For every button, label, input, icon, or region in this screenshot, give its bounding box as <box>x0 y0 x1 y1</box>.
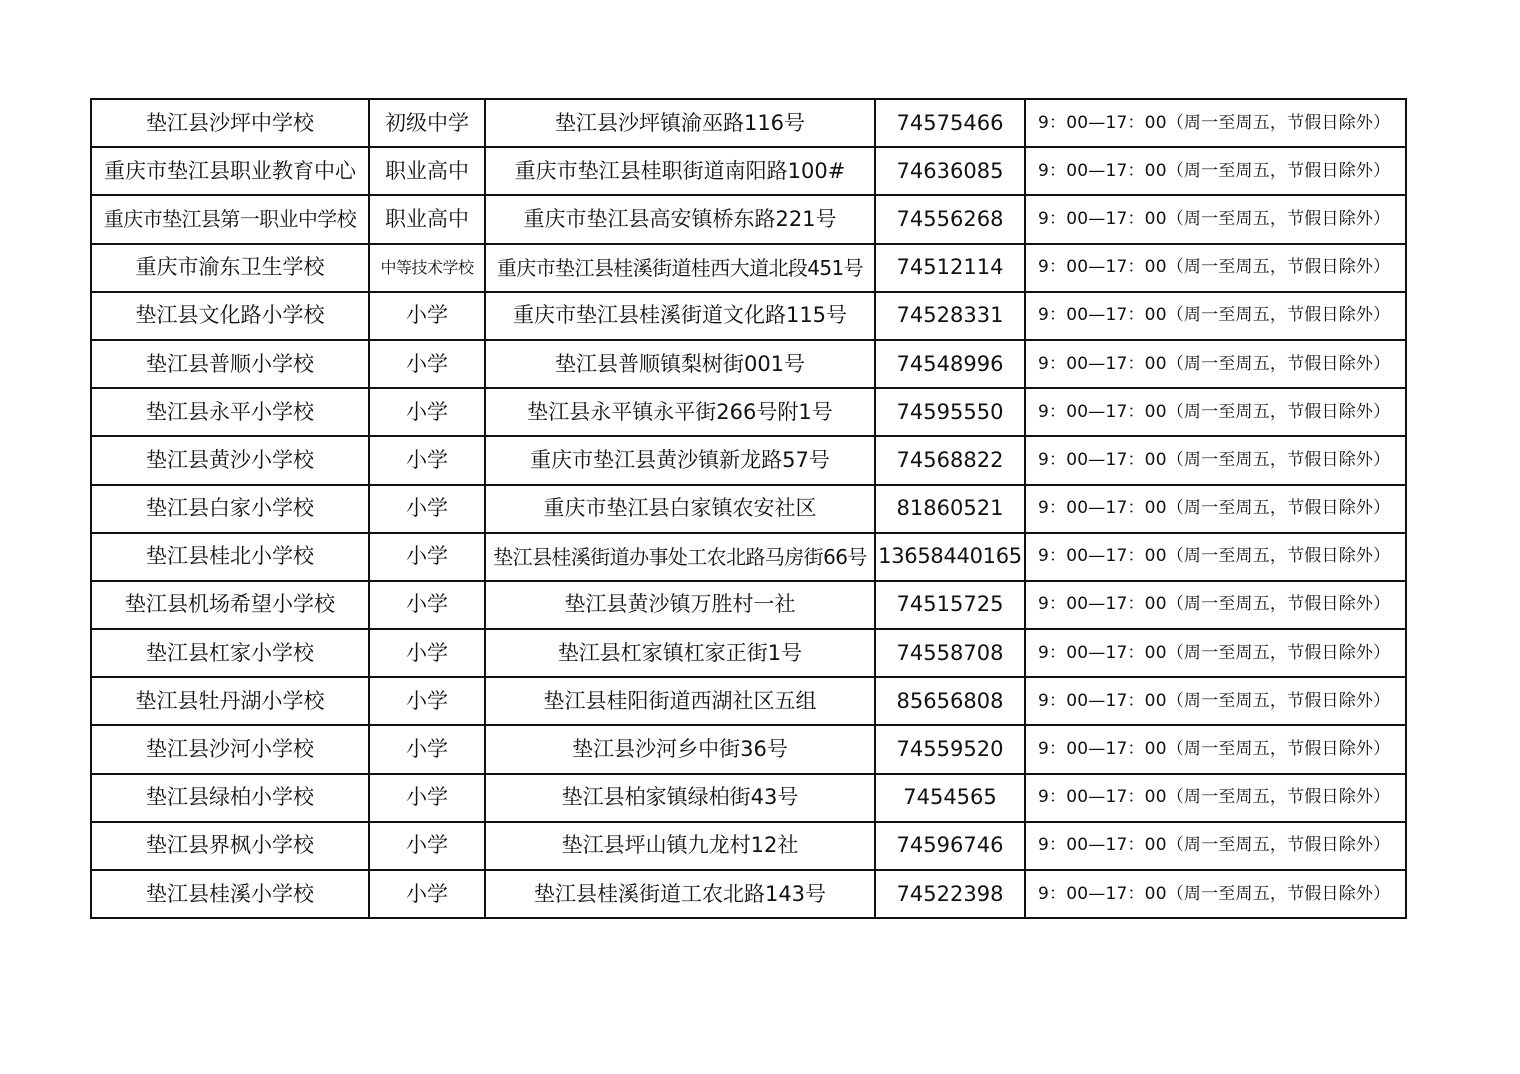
school-type-cell: 小学 <box>369 677 485 725</box>
table-row <box>91 725 1406 773</box>
phone-cell: 85656808 <box>875 677 1025 725</box>
table-row <box>91 292 1406 340</box>
phone-cell: 74556268 <box>875 195 1025 243</box>
school-type-cell: 职业高中 <box>369 195 485 243</box>
office-hours-cell: 9：00—17：00（周一至周五，节假日除外） <box>1025 677 1406 725</box>
school-name-cell: 垫江县机场希望小学校 <box>91 581 369 629</box>
school-type-cell: 小学 <box>369 774 485 822</box>
address-cell: 重庆市垫江县桂溪街道桂西大道北段451号 <box>485 244 875 292</box>
school-type-cell: 中等技术学校 <box>369 244 485 292</box>
phone-cell: 13658440165 <box>875 533 1025 581</box>
phone-cell: 7454565 <box>875 774 1025 822</box>
school-name-cell: 垫江县杠家小学校 <box>91 629 369 677</box>
address-cell: 垫江县桂溪街道工农北路143号 <box>485 870 875 918</box>
table-row <box>91 388 1406 436</box>
school-name-cell: 垫江县普顺小学校 <box>91 340 369 388</box>
school-type-cell: 小学 <box>369 340 485 388</box>
address-cell: 重庆市垫江县黄沙镇新龙路57号 <box>485 436 875 484</box>
school-type-cell: 小学 <box>369 436 485 484</box>
table-row <box>91 533 1406 581</box>
phone-cell: 74559520 <box>875 725 1025 773</box>
address-cell: 垫江县黄沙镇万胜村一社 <box>485 581 875 629</box>
address-cell: 垫江县沙坪镇渝巫路116号 <box>485 99 875 147</box>
school-name-cell: 垫江县白家小学校 <box>91 485 369 533</box>
office-hours-cell: 9：00—17：00（周一至周五，节假日除外） <box>1025 292 1406 340</box>
school-name-cell: 垫江县界枫小学校 <box>91 822 369 870</box>
school-type-cell: 小学 <box>369 388 485 436</box>
office-hours-cell: 9：00—17：00（周一至周五，节假日除外） <box>1025 436 1406 484</box>
school-name-cell: 垫江县永平小学校 <box>91 388 369 436</box>
address-cell: 垫江县坪山镇九龙村12社 <box>485 822 875 870</box>
table-row <box>91 581 1406 629</box>
table-row <box>91 774 1406 822</box>
address-cell: 重庆市垫江县桂职街道南阳路100# <box>485 147 875 195</box>
table-row <box>91 340 1406 388</box>
document-page <box>90 98 1405 919</box>
phone-cell: 74568822 <box>875 436 1025 484</box>
office-hours-cell: 9：00—17：00（周一至周五，节假日除外） <box>1025 725 1406 773</box>
table-row <box>91 147 1406 195</box>
office-hours-cell: 9：00—17：00（周一至周五，节假日除外） <box>1025 147 1406 195</box>
office-hours-cell: 9：00—17：00（周一至周五，节假日除外） <box>1025 195 1406 243</box>
school-type-cell: 小学 <box>369 629 485 677</box>
address-cell: 垫江县沙河乡中街36号 <box>485 725 875 773</box>
table-row <box>91 436 1406 484</box>
school-type-cell: 小学 <box>369 822 485 870</box>
school-type-cell: 小学 <box>369 870 485 918</box>
table-row <box>91 870 1406 918</box>
address-cell: 垫江县桂溪街道办事处工农北路马房街66号 <box>485 533 875 581</box>
school-type-cell: 小学 <box>369 485 485 533</box>
school-name-cell: 垫江县沙河小学校 <box>91 725 369 773</box>
school-name-cell: 垫江县桂北小学校 <box>91 533 369 581</box>
address-cell: 垫江县普顺镇梨树街001号 <box>485 340 875 388</box>
table-row <box>91 677 1406 725</box>
school-name-cell: 垫江县牡丹湖小学校 <box>91 677 369 725</box>
table-row <box>91 822 1406 870</box>
school-name-cell: 重庆市渝东卫生学校 <box>91 244 369 292</box>
phone-cell: 74528331 <box>875 292 1025 340</box>
address-cell: 垫江县柏家镇绿柏街43号 <box>485 774 875 822</box>
school-name-cell: 重庆市垫江县职业教育中心 <box>91 147 369 195</box>
school-name-cell: 垫江县沙坪中学校 <box>91 99 369 147</box>
phone-cell: 74515725 <box>875 581 1025 629</box>
table-row <box>91 195 1406 243</box>
phone-cell: 74512114 <box>875 244 1025 292</box>
address-cell: 重庆市垫江县白家镇农安社区 <box>485 485 875 533</box>
school-name-cell: 垫江县桂溪小学校 <box>91 870 369 918</box>
school-type-cell: 职业高中 <box>369 147 485 195</box>
phone-cell: 74596746 <box>875 822 1025 870</box>
office-hours-cell: 9：00—17：00（周一至周五，节假日除外） <box>1025 485 1406 533</box>
office-hours-cell: 9：00—17：00（周一至周五，节假日除外） <box>1025 629 1406 677</box>
address-cell: 重庆市垫江县高安镇桥东路221号 <box>485 195 875 243</box>
school-type-cell: 初级中学 <box>369 99 485 147</box>
school-name-cell: 重庆市垫江县第一职业中学校 <box>91 195 369 243</box>
office-hours-cell: 9：00—17：00（周一至周五，节假日除外） <box>1025 533 1406 581</box>
office-hours-cell: 9：00—17：00（周一至周五，节假日除外） <box>1025 581 1406 629</box>
table-row <box>91 485 1406 533</box>
office-hours-cell: 9：00—17：00（周一至周五，节假日除外） <box>1025 244 1406 292</box>
school-type-cell: 小学 <box>369 725 485 773</box>
phone-cell: 74595550 <box>875 388 1025 436</box>
address-cell: 重庆市垫江县桂溪街道文化路115号 <box>485 292 875 340</box>
table-row <box>91 99 1406 147</box>
school-type-cell: 小学 <box>369 533 485 581</box>
office-hours-cell: 9：00—17：00（周一至周五，节假日除外） <box>1025 388 1406 436</box>
address-cell: 垫江县桂阳街道西湖社区五组 <box>485 677 875 725</box>
school-type-cell: 小学 <box>369 292 485 340</box>
address-cell: 垫江县永平镇永平街266号附1号 <box>485 388 875 436</box>
phone-cell: 74548996 <box>875 340 1025 388</box>
school-name-cell: 垫江县文化路小学校 <box>91 292 369 340</box>
school-name-cell: 垫江县黄沙小学校 <box>91 436 369 484</box>
office-hours-cell: 9：00—17：00（周一至周五，节假日除外） <box>1025 822 1406 870</box>
office-hours-cell: 9：00—17：00（周一至周五，节假日除外） <box>1025 99 1406 147</box>
office-hours-cell: 9：00—17：00（周一至周五，节假日除外） <box>1025 774 1406 822</box>
table-body <box>91 99 1406 918</box>
office-hours-cell: 9：00—17：00（周一至周五，节假日除外） <box>1025 870 1406 918</box>
address-cell: 垫江县杠家镇杠家正街1号 <box>485 629 875 677</box>
phone-cell: 81860521 <box>875 485 1025 533</box>
phone-cell: 74522398 <box>875 870 1025 918</box>
phone-cell: 74575466 <box>875 99 1025 147</box>
office-hours-cell: 9：00—17：00（周一至周五，节假日除外） <box>1025 340 1406 388</box>
school-contact-table <box>90 98 1407 919</box>
phone-cell: 74558708 <box>875 629 1025 677</box>
school-type-cell: 小学 <box>369 581 485 629</box>
phone-cell: 74636085 <box>875 147 1025 195</box>
table-row <box>91 629 1406 677</box>
table-row <box>91 244 1406 292</box>
school-name-cell: 垫江县绿柏小学校 <box>91 774 369 822</box>
